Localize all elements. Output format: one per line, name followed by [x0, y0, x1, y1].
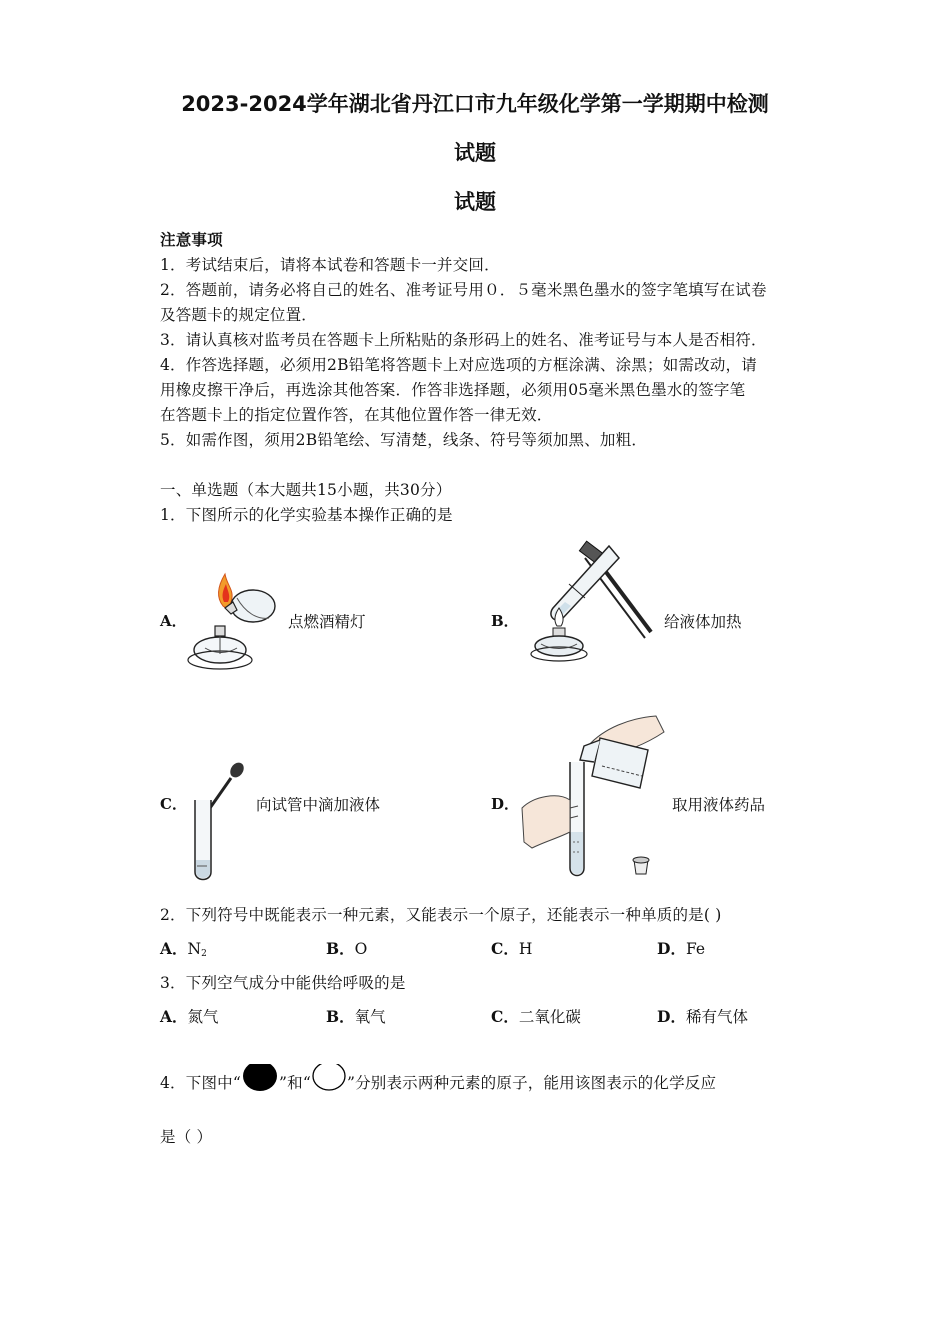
- q3-option-d[interactable]: [657, 1005, 748, 1027]
- q4-stem-prefix: 4．下图中“: [160, 1074, 241, 1092]
- q3-option-c-text: 二氧化碳: [518, 1008, 581, 1026]
- q2-option-c[interactable]: [491, 937, 532, 959]
- q2-option-b-letter: B．: [326, 939, 355, 958]
- q3-option-c-letter: C．: [491, 1007, 519, 1026]
- q3-option-d-text: 稀有气体: [685, 1008, 748, 1026]
- alcohol-lamp-ignite-illustration: [185, 568, 285, 673]
- q2-option-a-letter: A．: [160, 939, 188, 958]
- notice-item: 及答题卡的规定位置．: [160, 306, 318, 324]
- q2-option-d-letter: D．: [657, 939, 686, 958]
- notice-heading: 注意事项: [160, 230, 223, 249]
- question-1-stem: 1．下图所示的化学实验基本操作正确的是: [160, 506, 453, 524]
- q1-option-d-label: 取用液体药品: [672, 796, 766, 814]
- black-atom-icon: [241, 1064, 279, 1094]
- q3-option-b-text: 氧气: [354, 1008, 386, 1026]
- q1-option-b-label: 给液体加热: [664, 613, 742, 631]
- q2-option-d-text: Fe: [685, 940, 706, 958]
- question-3-stem: 3．下列空气成分中能供给呼吸的是: [160, 974, 406, 992]
- heating-liquid-illustration: [525, 540, 665, 670]
- notice-item: 用橡皮擦干净后，再选涂其他答案．作答非选择题，必须用05毫米黑色墨水的签字笔: [160, 381, 746, 399]
- q3-option-b-letter: B．: [326, 1007, 355, 1026]
- q1-option-c-letter: C．: [160, 795, 187, 813]
- notice-item: 3．请认真核对监考员在答题卡上所粘贴的条形码上的姓名、准考证号与本人是否相符．: [160, 331, 767, 349]
- section-heading: 一、单选题（本大题共15小题，共30分）: [160, 481, 452, 499]
- q3-option-b[interactable]: [326, 1005, 386, 1027]
- q2-option-d[interactable]: [657, 937, 705, 959]
- notice-item: 5．如需作图，须用2B铅笔绘、写清楚，线条、符号等须加黑、加粗．: [160, 431, 648, 449]
- q2-option-b-text: O: [354, 940, 368, 958]
- q2-option-c-text: H: [518, 940, 533, 958]
- page-subtitle: 试题: [454, 190, 496, 214]
- notice-item: 2．答题前，请务必将自己的姓名、准考证号用０．５毫米黑色墨水的签字笔填写在试卷: [160, 281, 767, 299]
- dropper-test-tube-illustration: [185, 760, 255, 885]
- q2-option-c-letter: C．: [491, 939, 519, 958]
- notice-item: 4．作答选择题，必须用2B铅笔将答题卡上对应选项的方框涂满、涂黑；如需改动，请: [160, 356, 757, 374]
- page-title: 2023-2024学年湖北省丹江口市九年级化学第一学期期中检测: [181, 92, 769, 116]
- q3-option-a-letter: A．: [160, 1007, 188, 1026]
- pouring-liquid-illustration: [518, 712, 668, 882]
- q2-option-a[interactable]: [160, 937, 207, 959]
- page-title-line2: 试题: [454, 141, 496, 165]
- q2-option-a-subscript: 2: [201, 949, 207, 959]
- q3-option-a-text: 氮气: [187, 1008, 219, 1026]
- q1-option-c-label: 向试管中滴加液体: [256, 796, 381, 814]
- q1-option-a-letter: A．: [160, 612, 187, 630]
- notice-item: 在答题卡上的指定位置作答，在其他位置作答一律无效．: [160, 406, 553, 424]
- q3-option-d-letter: D．: [657, 1007, 686, 1026]
- q3-option-a[interactable]: [160, 1005, 219, 1027]
- white-atom-icon: [311, 1064, 347, 1094]
- q4-stem-middle: ”和“: [279, 1074, 311, 1092]
- q4-stem-suffix: ”分别表示两种元素的原子，能用该图表示的化学反应: [346, 1074, 717, 1092]
- question-4-stem: [160, 1064, 716, 1094]
- q1-option-a-label: 点燃酒精灯: [288, 613, 366, 631]
- q3-option-c[interactable]: [491, 1005, 581, 1027]
- q2-option-b[interactable]: [326, 937, 367, 959]
- q1-option-d-letter: D．: [491, 795, 520, 813]
- question-4-stem-line2: 是（ ）: [160, 1128, 213, 1146]
- q2-option-a-text: N: [187, 940, 202, 958]
- q1-option-b-letter: B．: [491, 612, 519, 630]
- question-2-stem: 2．下列符号中既能表示一种元素，又能表示一个原子，还能表示一种单质的是( ): [160, 906, 722, 924]
- notice-item: 1．考试结束后，请将本试卷和答题卡一并交回．: [160, 256, 500, 274]
